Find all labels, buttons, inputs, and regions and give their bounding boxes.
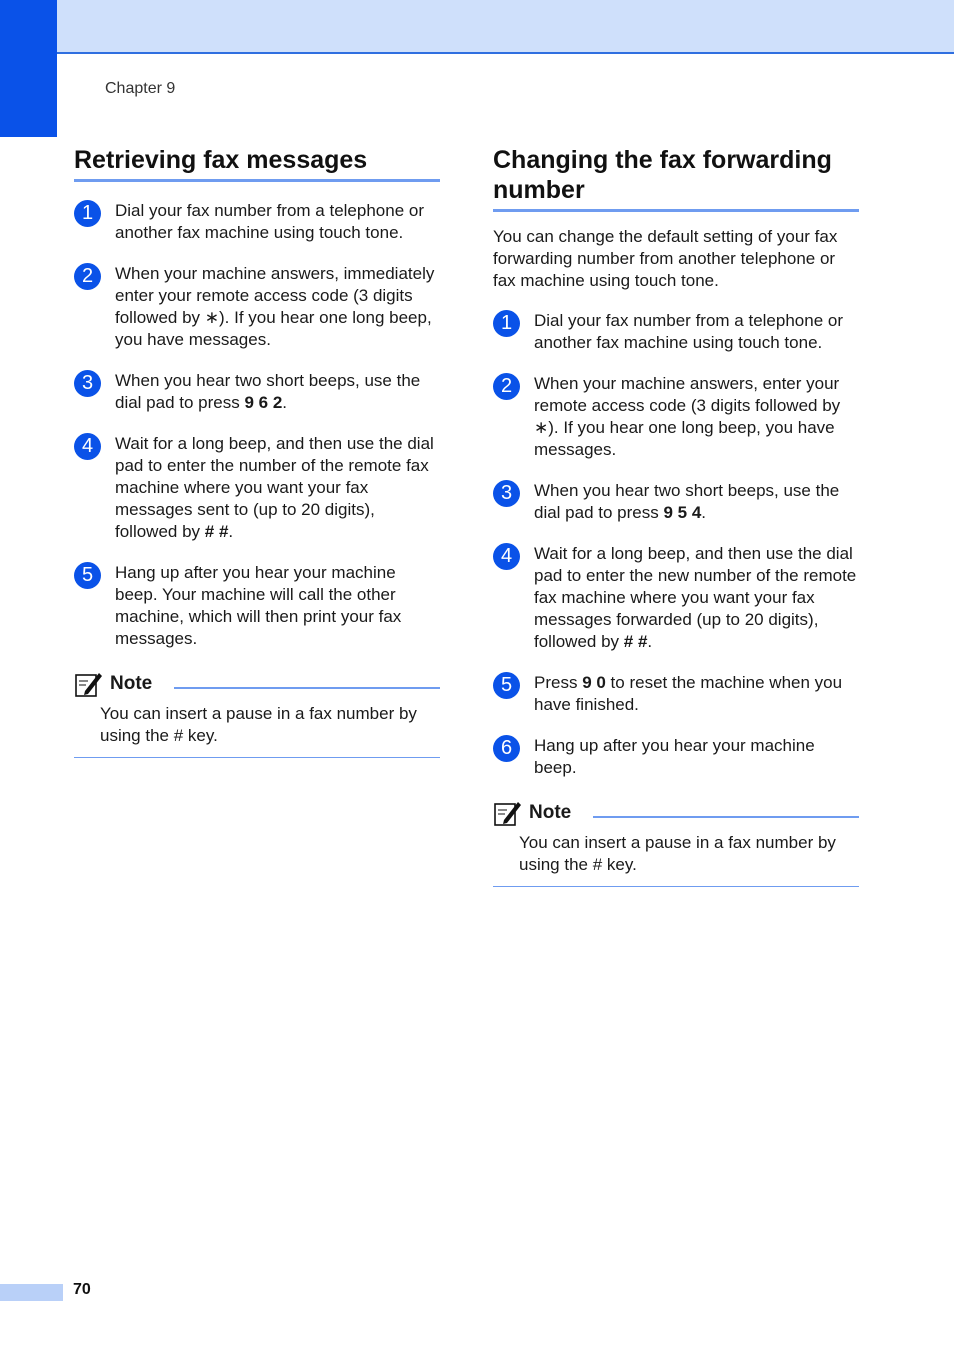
step-number: 3 (493, 480, 520, 507)
chapter-tab (0, 0, 57, 137)
step-item (74, 200, 440, 244)
step-item (493, 735, 859, 779)
step-item (493, 310, 859, 354)
note-pencil-icon (74, 670, 104, 698)
page-number: 70 (73, 1281, 91, 1298)
note-box (74, 669, 440, 758)
note-label: Note (529, 802, 572, 823)
footer-band (0, 1284, 63, 1301)
step-number: 5 (74, 562, 101, 589)
note-text: You can insert a pause in a fax number by using the # key. (100, 704, 417, 745)
step-item (493, 480, 859, 524)
step-text: When you hear two short beeps, use the dial pad to press (115, 371, 421, 412)
step-number: 1 (493, 310, 520, 337)
step-text-end: . (701, 503, 707, 522)
step-list (74, 200, 440, 650)
step-text: Press (534, 673, 583, 692)
step-number: 2 (493, 373, 520, 400)
step-number: 3 (74, 370, 101, 397)
note-header (74, 669, 440, 699)
step-item (493, 543, 859, 653)
step-item (74, 370, 440, 414)
step-text: When you hear two short beeps, use the dial pad to press (534, 481, 840, 522)
chapter-label: Chapter 9 (105, 80, 176, 97)
note-text: You can insert a pause in a fax number by using the # key. (519, 833, 836, 874)
step-text: Hang up after you hear your machine beep. (534, 736, 815, 777)
right-column (493, 145, 859, 887)
step-item (74, 263, 440, 351)
step-key: # # (204, 522, 229, 541)
step-item (74, 433, 440, 543)
step-text: Dial your fax number from a telephone or another fax machine using touch tone. (115, 201, 424, 242)
note-rule (174, 687, 440, 689)
step-key: # # (623, 632, 648, 651)
step-item (493, 373, 859, 461)
step-text: Dial your fax number from a telephone or another fax machine using touch tone. (534, 311, 843, 352)
section-title: Changing the fax forwarding number (493, 145, 859, 212)
step-number: 5 (493, 672, 520, 699)
section-title: Retrieving fax messages (74, 145, 440, 182)
step-text-end: . (647, 632, 653, 651)
header-band (0, 0, 954, 54)
note-label: Note (110, 673, 153, 694)
step-number: 2 (74, 263, 101, 290)
step-key: 9 5 4 (663, 503, 702, 522)
intro-paragraph: You can change the default setting of your fax forwarding number from another telephone or fax machine using touch tone. (493, 227, 838, 290)
note-rule (593, 816, 859, 818)
step-text: Wait for a long beep, and then use the dial pad to enter the number of the remote fax machine where you want your fax messages sent to (up to 20 digits), followed by (115, 434, 434, 541)
note-pencil-icon (493, 799, 523, 827)
step-number: 1 (74, 200, 101, 227)
step-key: 9 6 2 (244, 393, 283, 412)
step-text-end: to reset the machine when you have finished. (534, 673, 843, 714)
step-item (493, 672, 859, 716)
left-column (74, 145, 440, 758)
step-item (74, 562, 440, 650)
step-list (493, 310, 859, 779)
note-header (493, 798, 859, 828)
step-text: When your machine answers, immediately enter your remote access code (3 digits followed by ∗). If you hear one long beep, you have messages. (115, 264, 435, 349)
step-number: 6 (493, 735, 520, 762)
step-text: Hang up after you hear your machine beep. Your machine will call the other machine, which will then print your fax messages. (115, 563, 402, 648)
step-text-end: . (228, 522, 234, 541)
step-text-end: . (282, 393, 288, 412)
step-number: 4 (493, 543, 520, 570)
step-key: 9 0 (582, 673, 606, 692)
step-text: Wait for a long beep, and then use the dial pad to enter the new number of the remote fax machine where you want your fax messages forwarded (up to 20 digits), followed by (534, 544, 857, 651)
note-box (493, 798, 859, 887)
step-text: When your machine answers, enter your remote access code (3 digits followed by ∗). If you hear one long beep, you have messages. (534, 374, 841, 459)
step-number: 4 (74, 433, 101, 460)
